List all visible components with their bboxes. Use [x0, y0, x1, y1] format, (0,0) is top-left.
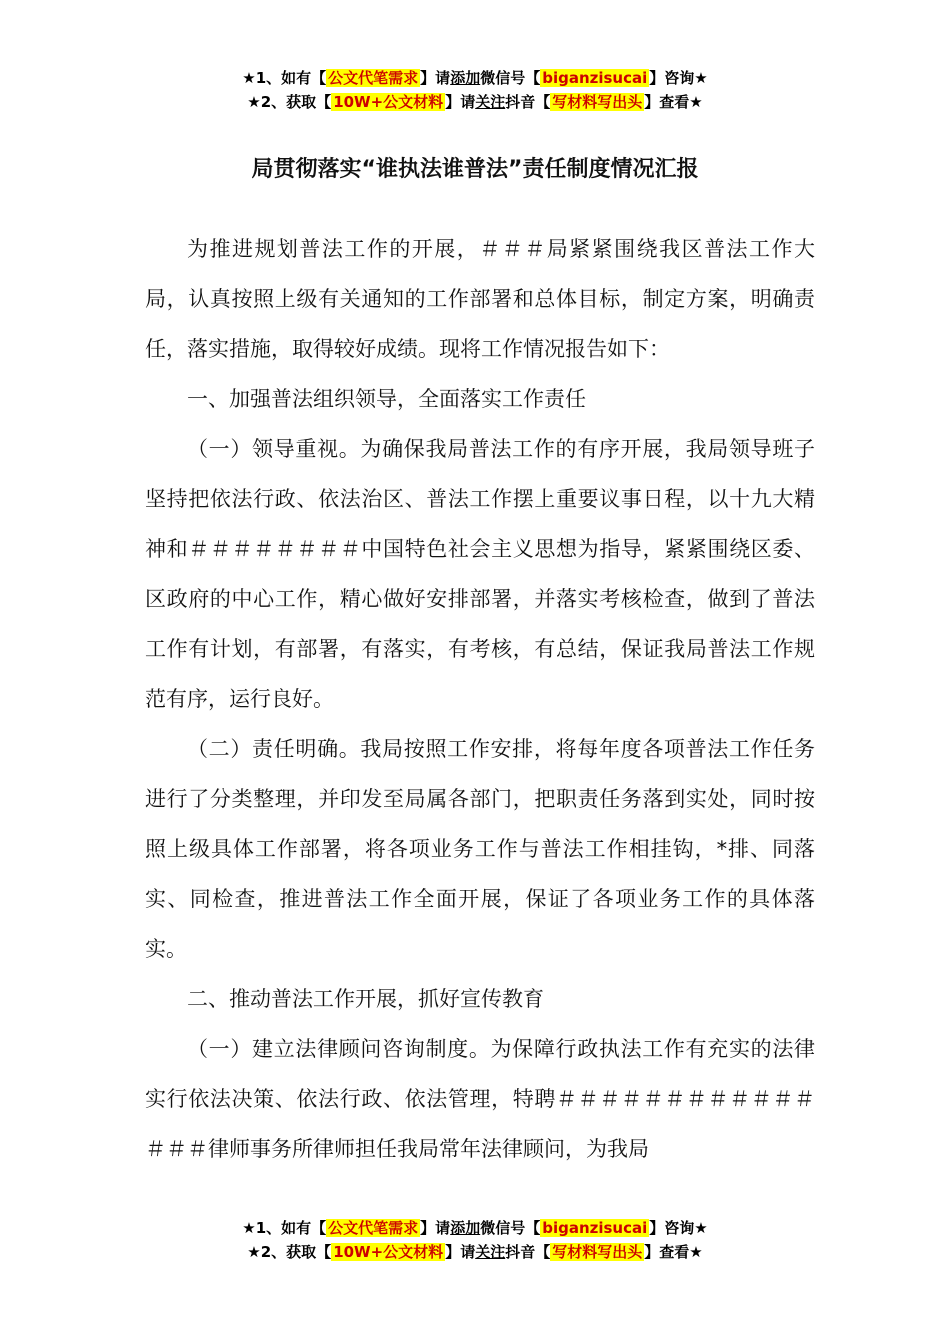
promo-underline: 关注 — [475, 1243, 506, 1261]
promo-highlight: biganzisucai — [542, 69, 648, 87]
promo-text: 】咨询★ — [649, 1219, 708, 1237]
promo-text: 】查看★ — [644, 1243, 703, 1261]
promo-highlight: 10W+公文材料 — [333, 93, 444, 111]
promo-text: 】请 — [420, 1219, 451, 1237]
promo-highlight: 写材料写出头 — [552, 1243, 643, 1261]
promo-text: 】咨询★ — [649, 69, 708, 87]
promo-line-2 — [0, 1240, 950, 1264]
promo-highlight: biganzisucai — [542, 1219, 648, 1237]
promo-highlight: 公文代笔需求 — [328, 69, 419, 87]
promo-highlight: 公文代笔需求 — [328, 1219, 419, 1237]
paragraph-leadership: （一）领导重视。为确保我局普法工作的有序开展，我局领导班子坚持把依法行政、依法治区、普法工作摆上重要议事日程，以十九大精神和＃＃＃＃＃＃＃＃中国特色社会主义思想为指导，紧紧围绕区委、区政府的中心工作，精心做好安排部署，并落实考核检查，做到了普法工作有计划，有部署，有落实，有考核，有总结，保证我局普法工作规范有序，运行良好。 — [145, 437, 815, 711]
promo-text: ★1、如有【 — [242, 69, 327, 87]
promo-text: 】请 — [445, 93, 476, 111]
promo-text: 】查看★ — [644, 93, 703, 111]
promo-banner-bottom — [0, 1216, 950, 1264]
promo-text: ★1、如有【 — [242, 1219, 327, 1237]
promo-underline: 添加 — [450, 69, 481, 87]
promo-line-1 — [0, 66, 950, 90]
promo-underline: 添加 — [450, 1219, 481, 1237]
promo-text: 抖音【 — [505, 93, 551, 111]
paragraph-intro: 为推进规划普法工作的开展，＃＃＃局紧紧围绕我区普法工作大局，认真按照上级有关通知的工作部署和总体目标，制定方案，明确责任，落实措施，取得较好成绩。现将工作情况报告如下： — [145, 237, 815, 361]
promo-text: 】请 — [420, 69, 451, 87]
promo-line-1 — [0, 1216, 950, 1240]
paragraph-responsibility: （二）责任明确。我局按照工作安排，将每年度各项普法工作任务进行了分类整理，并印发至局属各部门，把职责任务落到实处，同时按照上级具体工作部署，将各项业务工作与普法工作相挂钩，*排、同落实、同检查，推进普法工作全面开展，保证了各项业务工作的具体落实。 — [145, 737, 815, 961]
paragraph-legal-advisor: （一）建立法律顾问咨询制度。为保障行政执法工作有充实的法律实行依法决策、依法行政、依法管理，特聘＃＃＃＃＃＃＃＃＃＃＃＃＃＃＃律师事务所律师担任我局常年法律顾问，为我局 — [145, 1037, 815, 1161]
promo-text: 】请 — [445, 1243, 476, 1261]
promo-banner-top — [0, 66, 950, 114]
promo-text: 抖音【 — [505, 1243, 551, 1261]
section-heading-1: 一、加强普法组织领导，全面落实工作责任 — [187, 387, 586, 411]
promo-text: ★2、获取【 — [247, 93, 332, 111]
section-heading-2: 二、推动普法工作开展，抓好宣传教育 — [187, 987, 544, 1011]
promo-text: ★2、获取【 — [247, 1243, 332, 1261]
promo-text: 微信号【 — [480, 1219, 541, 1237]
promo-line-2 — [0, 90, 950, 114]
document-title: 局贯彻落实“谁执法谁普法”责任制度情况汇报 — [251, 157, 699, 182]
promo-underline: 关注 — [475, 93, 506, 111]
promo-highlight: 写材料写出头 — [552, 93, 643, 111]
document-body — [145, 224, 815, 1174]
promo-highlight: 10W+公文材料 — [333, 1243, 444, 1261]
promo-text: 微信号【 — [480, 69, 541, 87]
